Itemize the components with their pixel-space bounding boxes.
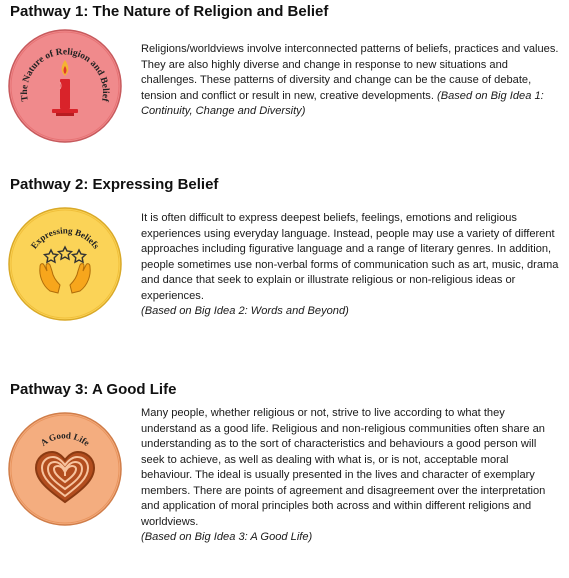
heart-maze-icon — [6, 410, 124, 528]
pathway-1-citation: (Based on Big Idea 1: Continuity, Change and Diversity) — [141, 89, 544, 117]
pathway-1-badge-text: The Nature of Religion and Belief — [19, 47, 111, 103]
pathway-3-title: Pathway 3: A Good Life — [10, 381, 177, 398]
pathway-1-description — [141, 42, 559, 120]
pathway-3-body: Many people, whether religious or not, strive to live according to what they understand as a good life. Religious and non-religious communities often share an understanding as to the sort of characteristics and behaviours a good person will seek to achieve, as well as dealing with what is, or is not, acceptable moral behaviour. The ideal is usually presented in the lives and character of exemplary members. There are points of agreement and disagreement over the interpretation and application of moral principles both across and within different religions and worldviews. — [141, 407, 546, 528]
pathway-1-title: Pathway 1: The Nature of Religion and Belief — [10, 3, 329, 20]
pathway-1-badge — [6, 27, 124, 145]
pathway-3-description — [141, 406, 559, 546]
pathway-2-citation: (Based on Big Idea 2: Words and Beyond) — [141, 305, 349, 317]
pathway-3-citation: (Based on Big Idea 3: A Good Life) — [141, 531, 313, 543]
hands-stars-icon — [6, 205, 124, 323]
pathway-2-title: Pathway 2: Expressing Belief — [10, 176, 219, 193]
pathway-2-body: It is often difficult to express deepest beliefs, feelings, emotions and religious experiences using everyday language. Instead, people may use a variety of different approaches including figurative language and a range of literary genres. In addition, people sometimes use non-verbal forms of communication such as art, music, drama and dance that seek to explain or illustrate religious or non-religious ideas or experiences. — [141, 212, 559, 302]
pathway-2-description — [141, 211, 559, 320]
pathway-2-badge-text: Expressing Beliefs — [28, 225, 102, 251]
candle-icon — [6, 27, 124, 145]
pathway-2-badge — [6, 205, 124, 323]
pathway-1-body: Religions/worldviews involve interconnected patterns of beliefs, practices and values. They are also highly diverse and change in response to new situations and challenges. These patterns of diversity and change can be the cause of debate, tension and conflict or result in new, creative developments. — [141, 43, 559, 102]
pathway-3-badge-text: A Good Life — [38, 430, 92, 448]
pathway-3-badge — [6, 410, 124, 528]
